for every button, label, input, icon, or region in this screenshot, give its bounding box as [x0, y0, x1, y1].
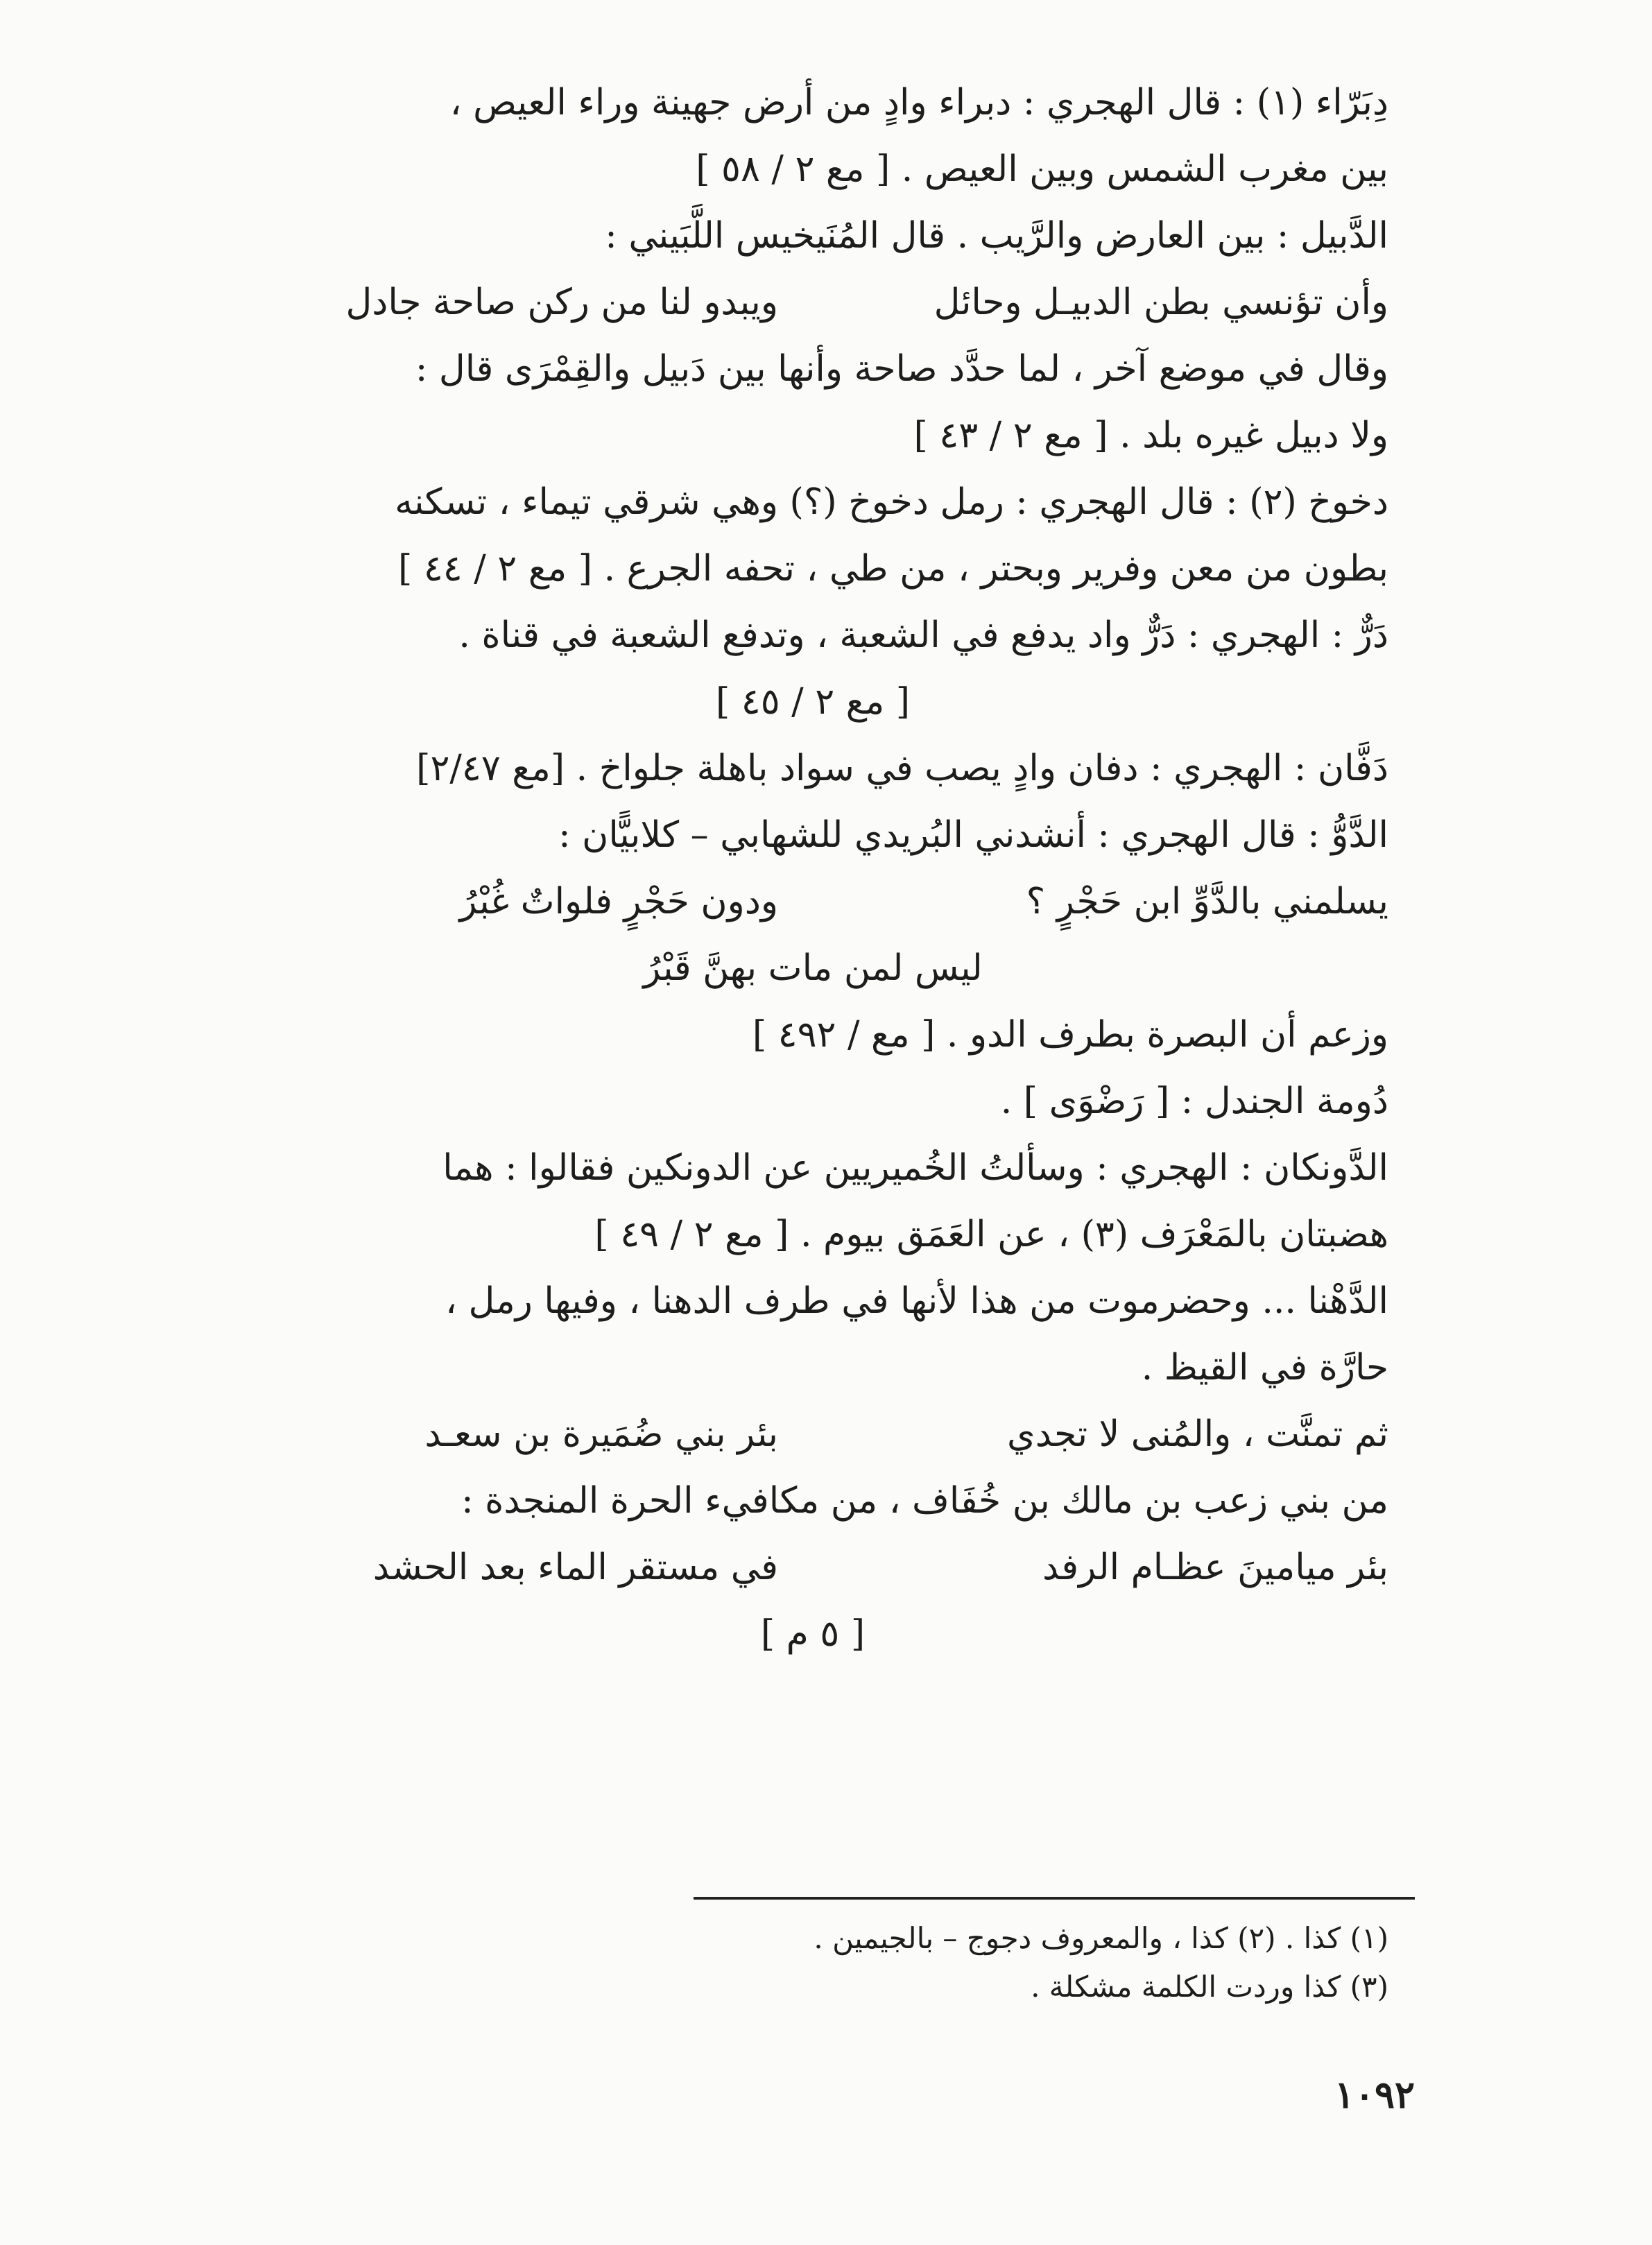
verse-hemistich: ويبدو لنا من ركن صاحة جادل [345, 282, 778, 323]
entry-line: دَفَّان : الهجري : دفان وادٍ يصب في سواد باهلة جلواخ . [مع ٢/٤٧] [416, 748, 1388, 789]
entry-line: بطون من معن وفرير وبحتر ، من طي ، تحفه الجرع . [ مع ٢ / ٤٤ ] [398, 548, 1388, 590]
entry-line: هضبتان بالمَعْرَف (٣) ، عن العَمَق بيوم . [ مع ٢ / ٤٩ ] [594, 1214, 1388, 1255]
entry-line: الدَّهْنا ... وحضرموت من هذا لأنها في طرف الدهنا ، وفيها رمل ، [445, 1280, 1388, 1322]
verse-hemistich: ثم تمنَّت ، والمُنى لا تجدي [1007, 1413, 1388, 1455]
entry-line: وقال في موضع آخر ، لما حدَّد صاحة وأنها بين دَبيل والقِمْرَى قال : [415, 348, 1388, 390]
verse-hemistich: بئر بني ضُمَيرة بن سعـد [424, 1413, 778, 1455]
entry-line: بين مغرب الشمس وبين العيص . [ مع ٢ / ٥٨ ] [696, 148, 1388, 190]
entry-line: الدَّوُّ : قال الهجري : أنشدني البُريدي للشهابي – كلابيًّان : [558, 814, 1388, 856]
reference-line: [ مع ٢ / ٤٥ ] [715, 681, 911, 723]
reference-line: [ ٥ م ] [760, 1613, 866, 1655]
entry-line: دُومة الجندل : [ رَضْوَى ] . [1000, 1081, 1388, 1122]
entry-line: حارَّة في القيظ . [1141, 1347, 1388, 1388]
footnote-divider [694, 1897, 1415, 1900]
entry-line: من بني زعب بن مالك بن خُفَاف ، من مكافيء الحرة المنجدة : [461, 1480, 1388, 1522]
verse-hemistich: في مستقر الماء بعد الحشد [372, 1547, 778, 1588]
verse-hemistich: يسلمني بالدَّوِّ ابن حَجْرٍ ؟ [1026, 881, 1388, 922]
entry-line: وزعم أن البصرة بطرف الدو . [ مع / ٤٩٢ ] [752, 1014, 1388, 1056]
verse-line: ليس لمن مات بهنَّ قَبْرُ [643, 947, 983, 989]
verse-hemistich: ودون حَجْرٍ فلواتٌ غُبْرُ [459, 881, 778, 922]
verse-hemistich: وأن تؤنسي بطن الدبيـل وحائل [933, 282, 1388, 323]
footnote: (٣) كذا وردت الكلمة مشكلة . [1031, 1970, 1388, 2004]
entry-line: دخوخ (٢) : قال الهجري : رمل دخوخ (؟) وهي شرقي تيماء ، تسكنه [395, 481, 1388, 523]
entry-line: دَرٌّ : الهجري : دَرٌّ واد يدفع في الشعبة ، وتدفع الشعبة في قناة . [458, 614, 1388, 656]
footnote: (١) كذا . (٢) كذا ، والمعروف دجوج – بالجيمين . [814, 1921, 1388, 1955]
verse-hemistich: بئر ميامينَ عظـام الرفد [1042, 1547, 1388, 1588]
page-number: ١٠٩٢ [1334, 2072, 1415, 2117]
entry-line: دِبَرّاء (١) : قال الهجري : دبراء وادٍ من أرض جهينة وراء العيص ، [449, 82, 1388, 123]
entry-line: الدَّونكان : الهجري : وسألتُ الخُميريين عن الدونكين فقالوا : هما [442, 1147, 1388, 1189]
entry-line: الدَّبيل : بين العارض والرَّيب . قال المُنَيخيس اللَّبَيني : [605, 215, 1388, 257]
entry-line: ولا دبيل غيره بلد . [ مع ٢ / ٤٣ ] [913, 415, 1388, 456]
